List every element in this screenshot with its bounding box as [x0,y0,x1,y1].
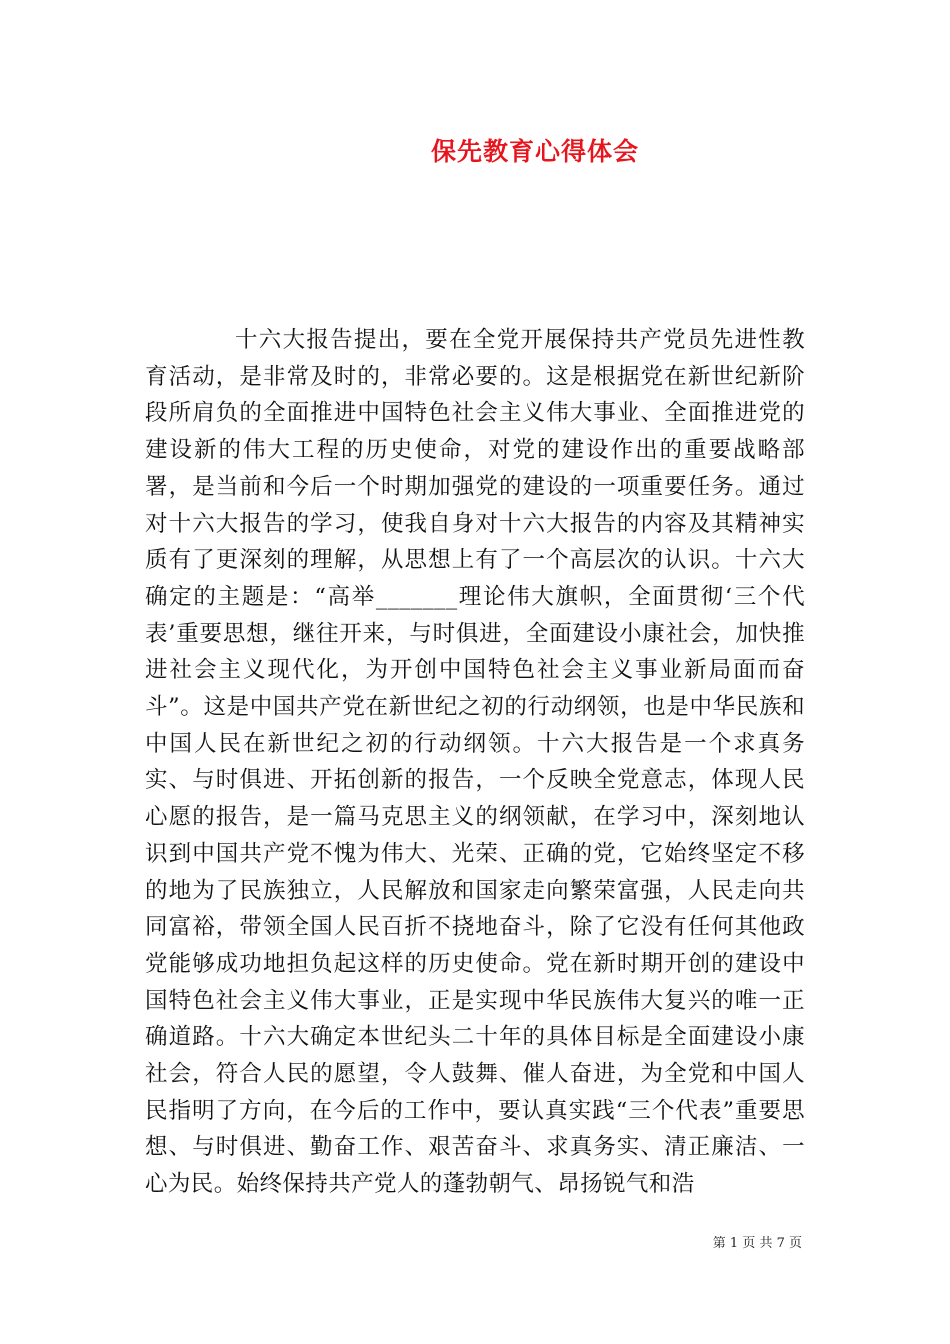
document-title: 保先教育心得体会 [430,137,639,166]
page-footer: 第 1 页 共 7 页 [712,1236,802,1251]
body-paragraph: 十六大报告提出，要在全党开展保持共产党员先进性教育活动，是非常及时的，非常必要的。这是根据党在新世纪新阶段所肩负的全面推进中国特色社会主义伟大事业、全面推进党的建设新的伟大工程的历史使命，对党的建设作出的重要战略部署，是当前和今后一个时期加强党的建设的一项重要任务。通过对十六大报告的学习，使我自身对十六大报告的内容及其精神实质有了更深刻的理解，从思想上有了一个高层次的认识。十六大确定的主题是：“高举_______理论伟大旗帜，全面贯彻‘三个代表’重要思想，继往开来，与时俱进，全面建设小康社会，加快推进社会主义现代化，为开创中国特色社会主义事业新局面而奋斗”。这是中国共产党在新世纪之初的行动纲领，也是中华民族和中国人民在新世纪之初的行动纲领。十六大报告是一个求真务实、与时俱进、开拓创新的报告，一个反映全党意志，体现人民心愿的报告，是一篇马克思主义的纲领献，在学习中，深刻地认识到中国共产党不愧为伟大、光荣、正确的党，它始终坚定不移的地为了民族独立，人民解放和国家走向繁荣富强，人民走向共同富裕，带领全国人民百折不挠地奋斗，除了它没有任何其他政党能够成功地担负起这样的历史使命。党在新时期开创的建设中国特色社会主义伟大事业，正是实现中华民族伟大复兴的唯一正确道路。十六大确定本世纪头二十年的具体目标是全面建设小康社会，符合人民的愿望，令人鼓舞、催人奋进，为全党和中国人民指明了方向，在今后的工作中，要认真实践“三个代表”重要思想、与时俱进、勤奋工作、艰苦奋斗、求真务实、清正廉洁、一心为民。始终保持共产党人的蓬勃朝气、昂扬锐气和浩 [145,327,805,1198]
